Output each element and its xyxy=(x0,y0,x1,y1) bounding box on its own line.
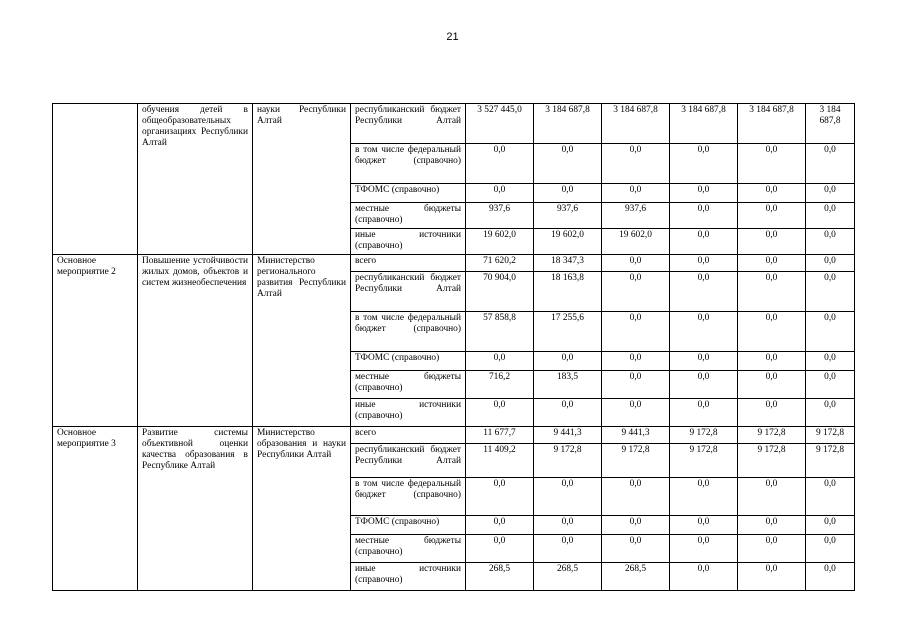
amount-cell: 0,0 xyxy=(806,516,855,535)
amount-cell: 0,0 xyxy=(602,371,670,399)
executor-cell: Министерство регионального развития Республики Алтай xyxy=(253,255,351,427)
amount-cell: 0,0 xyxy=(738,312,806,352)
amount-cell: 3 184 687,8 xyxy=(534,104,602,144)
amount-cell: 0,0 xyxy=(738,203,806,229)
amount-cell: 0,0 xyxy=(534,184,602,203)
amount-cell: 0,0 xyxy=(738,563,806,591)
amount-cell: 18 347,3 xyxy=(534,255,602,272)
amount-cell: 0,0 xyxy=(466,535,534,563)
amount-cell: 0,0 xyxy=(806,399,855,427)
amount-cell: 3 184 687,8 xyxy=(670,104,738,144)
amount-cell: 0,0 xyxy=(806,371,855,399)
funding-source-cell: республиканский бюджет Республики Алтай xyxy=(351,272,466,312)
table-row xyxy=(53,427,855,444)
amount-cell: 0,0 xyxy=(670,516,738,535)
amount-cell: 268,5 xyxy=(466,563,534,591)
funding-source-cell: в том числе федеральный бюджет (справочно) xyxy=(351,144,466,184)
amount-cell: 0,0 xyxy=(738,535,806,563)
funding-source-cell: ТФОМС (справочно) xyxy=(351,184,466,203)
table-row xyxy=(53,255,855,272)
amount-cell: 0,0 xyxy=(806,184,855,203)
funding-source-cell: ТФОМС (справочно) xyxy=(351,352,466,371)
funding-source-cell: в том числе федеральный бюджет (справочно) xyxy=(351,312,466,352)
amount-cell: 0,0 xyxy=(670,203,738,229)
executor-cell: Министерство образования и науки Республики Алтай xyxy=(253,427,351,591)
amount-cell: 0,0 xyxy=(534,535,602,563)
amount-cell: 9 172,8 xyxy=(806,444,855,478)
amount-cell: 0,0 xyxy=(738,352,806,371)
amount-cell: 0,0 xyxy=(806,478,855,516)
amount-cell: 183,5 xyxy=(534,371,602,399)
funding-source-cell: республиканский бюджет Республики Алтай xyxy=(351,444,466,478)
amount-cell: 57 858,8 xyxy=(466,312,534,352)
amount-cell: 11 677,7 xyxy=(466,427,534,444)
amount-cell: 0,0 xyxy=(534,144,602,184)
amount-cell: 0,0 xyxy=(670,399,738,427)
amount-cell: 0,0 xyxy=(602,516,670,535)
amount-cell: 0,0 xyxy=(466,352,534,371)
amount-cell: 0,0 xyxy=(806,563,855,591)
funding-source-cell: местные бюджеты (справочно) xyxy=(351,535,466,563)
amount-cell: 9 172,8 xyxy=(670,444,738,478)
funding-source-cell: местные бюджеты (справочно) xyxy=(351,203,466,229)
funding-source-cell: всего xyxy=(351,427,466,444)
amount-cell: 19 602,0 xyxy=(602,229,670,255)
amount-cell: 0,0 xyxy=(602,184,670,203)
amount-cell: 0,0 xyxy=(602,272,670,312)
amount-cell: 0,0 xyxy=(602,255,670,272)
amount-cell: 18 163,8 xyxy=(534,272,602,312)
amount-cell: 0,0 xyxy=(670,255,738,272)
amount-cell: 0,0 xyxy=(806,272,855,312)
funding-source-cell: иные источники (справочно) xyxy=(351,399,466,427)
amount-cell: 0,0 xyxy=(670,184,738,203)
funding-source-cell: иные источники (справочно) xyxy=(351,229,466,255)
amount-cell: 0,0 xyxy=(738,229,806,255)
amount-cell: 0,0 xyxy=(670,535,738,563)
amount-cell: 17 255,6 xyxy=(534,312,602,352)
amount-cell: 3 184 687,8 xyxy=(806,104,855,144)
financing-table xyxy=(52,103,855,591)
amount-cell: 9 172,8 xyxy=(534,444,602,478)
funding-source-cell: республиканский бюджет Республики Алтай xyxy=(351,104,466,144)
amount-cell: 9 172,8 xyxy=(738,444,806,478)
amount-cell: 9 172,8 xyxy=(670,427,738,444)
amount-cell: 0,0 xyxy=(670,229,738,255)
amount-cell: 0,0 xyxy=(670,371,738,399)
amount-cell: 71 620,2 xyxy=(466,255,534,272)
amount-cell: 0,0 xyxy=(806,229,855,255)
amount-cell: 0,0 xyxy=(466,516,534,535)
amount-cell: 0,0 xyxy=(602,399,670,427)
amount-cell: 9 441,3 xyxy=(602,427,670,444)
amount-cell: 3 184 687,8 xyxy=(738,104,806,144)
measure-name-cell: обучения детей в общеобразовательных организациях Республики Алтай xyxy=(138,104,253,255)
amount-cell: 0,0 xyxy=(534,516,602,535)
amount-cell: 0,0 xyxy=(466,399,534,427)
amount-cell: 0,0 xyxy=(602,352,670,371)
amount-cell: 9 172,8 xyxy=(806,427,855,444)
amount-cell: 0,0 xyxy=(602,312,670,352)
executor-cell: науки Республики Алтай xyxy=(253,104,351,255)
funding-source-cell: ТФОМС (справочно) xyxy=(351,516,466,535)
funding-source-cell: местные бюджеты (справочно) xyxy=(351,371,466,399)
amount-cell: 0,0 xyxy=(534,478,602,516)
amount-cell: 937,6 xyxy=(534,203,602,229)
funding-source-cell: в том числе федеральный бюджет (справочно) xyxy=(351,478,466,516)
amount-cell: 70 904,0 xyxy=(466,272,534,312)
amount-cell: 716,2 xyxy=(466,371,534,399)
measure-name-cell: Повышение устойчивости жилых домов, объектов и систем жизнеобеспечения xyxy=(138,255,253,427)
amount-cell: 0,0 xyxy=(738,272,806,312)
amount-cell: 0,0 xyxy=(602,535,670,563)
amount-cell: 0,0 xyxy=(670,563,738,591)
amount-cell: 0,0 xyxy=(466,144,534,184)
amount-cell: 0,0 xyxy=(670,478,738,516)
amount-cell: 9 172,8 xyxy=(602,444,670,478)
amount-cell: 19 602,0 xyxy=(466,229,534,255)
amount-cell: 0,0 xyxy=(806,144,855,184)
amount-cell: 0,0 xyxy=(670,272,738,312)
measure-name-cell: Развитие системы объективной оценки качества образования в Республике Алтай xyxy=(138,427,253,591)
amount-cell: 3 527 445,0 xyxy=(466,104,534,144)
amount-cell: 0,0 xyxy=(534,399,602,427)
measure-code-cell: Основное мероприятие 3 xyxy=(53,427,138,591)
amount-cell: 0,0 xyxy=(670,144,738,184)
amount-cell: 0,0 xyxy=(534,352,602,371)
table-row xyxy=(53,104,855,144)
amount-cell: 0,0 xyxy=(670,312,738,352)
amount-cell: 0,0 xyxy=(806,352,855,371)
amount-cell: 0,0 xyxy=(602,144,670,184)
amount-cell: 268,5 xyxy=(602,563,670,591)
amount-cell: 0,0 xyxy=(738,399,806,427)
amount-cell: 9 441,3 xyxy=(534,427,602,444)
amount-cell: 0,0 xyxy=(738,371,806,399)
amount-cell: 9 172,8 xyxy=(738,427,806,444)
amount-cell: 0,0 xyxy=(602,478,670,516)
amount-cell: 0,0 xyxy=(738,516,806,535)
amount-cell: 0,0 xyxy=(466,478,534,516)
funding-source-cell: иные источники (справочно) xyxy=(351,563,466,591)
amount-cell: 937,6 xyxy=(466,203,534,229)
amount-cell: 0,0 xyxy=(738,255,806,272)
measure-code-cell xyxy=(53,104,138,255)
funding-source-cell: всего xyxy=(351,255,466,272)
amount-cell: 0,0 xyxy=(670,352,738,371)
amount-cell: 268,5 xyxy=(534,563,602,591)
amount-cell: 0,0 xyxy=(738,144,806,184)
amount-cell: 0,0 xyxy=(738,184,806,203)
amount-cell: 0,0 xyxy=(806,203,855,229)
amount-cell: 0,0 xyxy=(806,535,855,563)
amount-cell: 937,6 xyxy=(602,203,670,229)
amount-cell: 0,0 xyxy=(466,184,534,203)
page-number: 21 xyxy=(446,31,459,43)
amount-cell: 0,0 xyxy=(738,478,806,516)
amount-cell: 0,0 xyxy=(806,312,855,352)
amount-cell: 11 409,2 xyxy=(466,444,534,478)
amount-cell: 3 184 687,8 xyxy=(602,104,670,144)
measure-code-cell: Основное мероприятие 2 xyxy=(53,255,138,427)
amount-cell: 19 602,0 xyxy=(534,229,602,255)
amount-cell: 0,0 xyxy=(806,255,855,272)
